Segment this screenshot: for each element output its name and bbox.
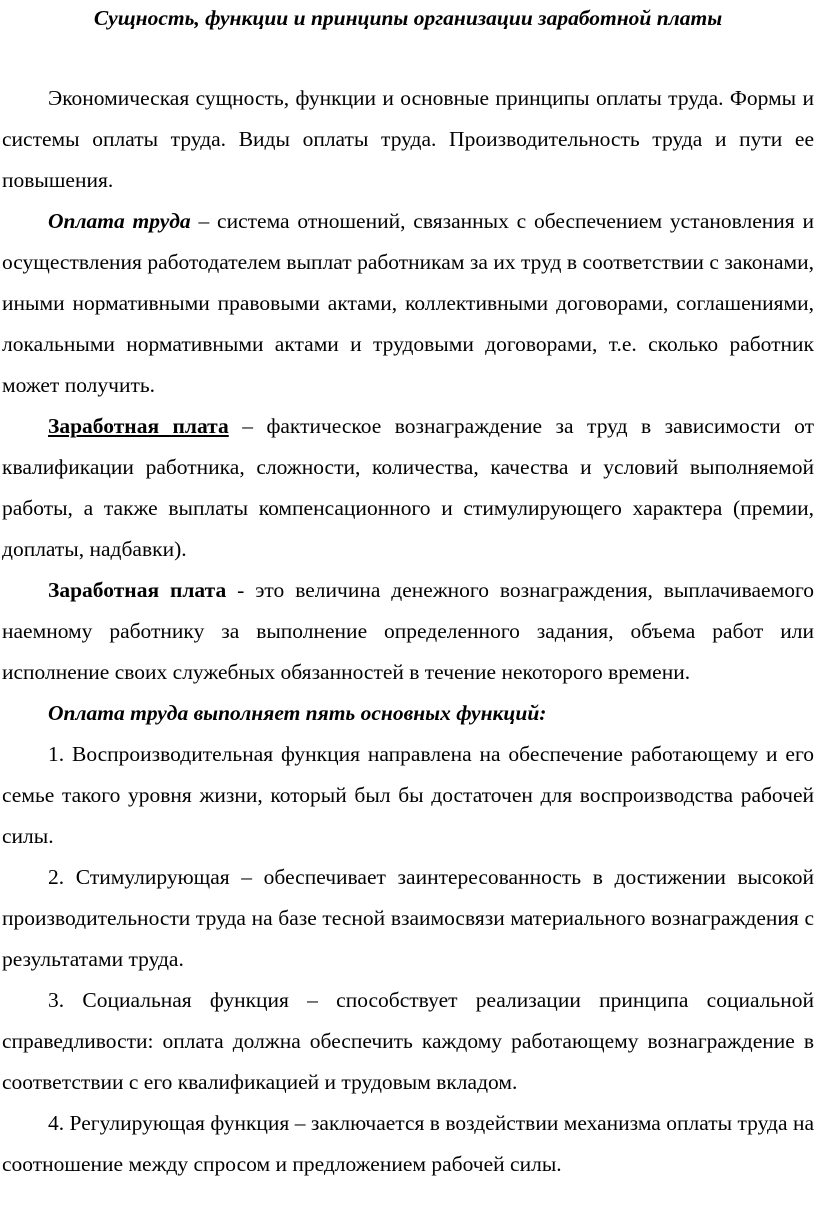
definition-text-wage: – фактическое вознаграждение за труд в зависимости от квалификации работника, сложности, количества, качества и условий выполняемой работы, а также выплаты компенсационного и стимулирующего характера (премии, доплаты, надбавки). (2, 414, 815, 561)
function-item-stimulating: 2. Стимулирующая – обеспечивает заинтересованность в достижении высокой производительности труда на базе тесной взаимосвязи материального вознаграждения с результатами труда. (2, 865, 814, 971)
title-spacer (2, 36, 814, 78)
term-wage-bold: Заработная плата (48, 578, 227, 602)
definition-text-wage-alt: - это величина денежного вознаграждения, выплачиваемого наемному работнику за выполнение определенного задания, объема работ или исполнение своих служебных обязанностей в течение некоторого времени. (2, 578, 814, 684)
function-item-reproductive: 1. Воспроизводительная функция направлена на обеспечение работающему и его семье такого уровня жизни, который был бы достаточен для воспроизводства рабочей силы. (2, 742, 814, 848)
term-wage-underlined: Заработная плата (48, 414, 229, 438)
page-title: Сущность, функции и принципы организации заработной платы (93, 6, 723, 30)
function-item-social: 3. Социальная функция – способствует реализации принципа социальной справедливости: оплата должна обеспечить каждому работающему вознаграждение в соответствии с его квалификацией и трудовым вкладом. (2, 988, 814, 1094)
definition-text-payment: – система отношений, связанных с обеспечением установления и осуществления работодателем выплат работникам за их труд в соответствии с законами, иными нормативными правовыми актами, коллективными договорами, соглашениями, локальными нормативными актами и трудовыми договорами, т.е. сколько работник может получить. (2, 209, 815, 397)
term-payment: Оплата труда (48, 209, 191, 233)
definition-paragraph-wage (2, 406, 814, 570)
functions-heading: Оплата труда выполняет пять основных функций: (48, 701, 547, 725)
function-item-regulating: 4. Регулирующая функция – заключается в воздействии механизма оплаты труда на соотношение между спросом и предложением рабочей силы. (2, 1111, 814, 1176)
definition-paragraph-payment (2, 201, 814, 406)
intro-paragraph: Экономическая сущность, функции и основные принципы оплаты труда. Формы и системы оплаты труда. Виды оплаты труда. Производительность труда и пути ее повышения. (2, 86, 814, 192)
definition-paragraph-wage-alt (2, 570, 814, 693)
